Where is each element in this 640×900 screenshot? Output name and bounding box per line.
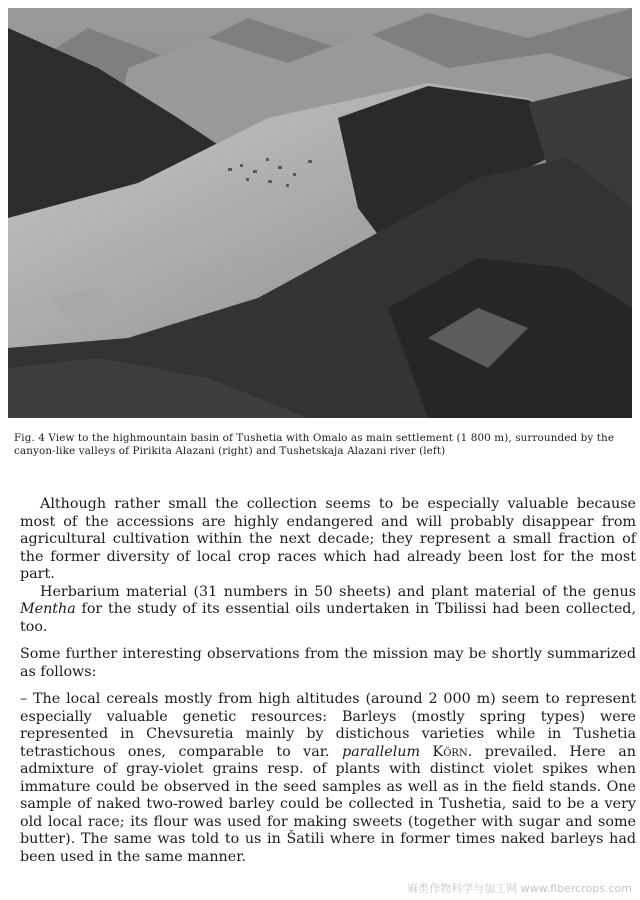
var-parallelum: parallelum <box>342 743 421 760</box>
genus-mentha: Mentha <box>20 601 76 617</box>
paragraph-herbarium-pre: Herbarium material (31 numbers in 50 sheets) and plant material of the genus <box>40 583 636 600</box>
paragraph-collection: Although rather small the collection seems to be especially valuable because most of the accessions are highly endangered and will probably disappear from agricultural cultivation within the next decade; they represent a small fraction of the former diversity of local crop races which had already been lost for the most part. <box>20 496 636 582</box>
author-korn: Körn. <box>432 743 473 760</box>
paragraph-cereals-post: prevailed. Here an admixture of gray-violet grains resp. of plants with distinct violet spikes when immature could be observed in the seed samples as well as in the field stands. One sample of naked two-rowed barley could be collected in Tushetia, said to be a very old local race; its flour was used for making sweets (together with sugar and some butter). The same was told to us in Šatili where in former times naked barleys had been used in the same manner. <box>20 743 636 865</box>
figure-caption: Fig. 4 View to the highmountain basin of Tushetia with Omalo as main settlement (1 800 m), surrounded by the canyon-like valleys of Pirikita Alazani (right) and Tushetskaja Alazani river (left) <box>14 432 615 458</box>
paragraph-cereals <box>20 691 636 866</box>
figure-photo-tushetia-landscape <box>8 8 632 418</box>
paragraph-herbarium-post: for the study of its essential oils undertaken in Tbilissi had been collected, too. <box>20 601 636 635</box>
paragraph-herbarium <box>20 584 636 637</box>
body-text <box>20 496 636 866</box>
paragraph-cereals-pre: – The local cereals mostly from high altitudes (around 2 000 m) seem to represent especially valuable genetic resources: Barleys (mostly spring types) were represented in Chevsuretia mainly by distichous varieties while in Tushetia tetrastichous ones, comparable to var. <box>20 691 636 760</box>
watermark: 麻类作物科学与加工网 www.fibercrops.com <box>407 882 632 895</box>
paragraph-observations-intro: Some further interesting observations from the mission may be shortly summarized as follows: <box>20 646 636 680</box>
